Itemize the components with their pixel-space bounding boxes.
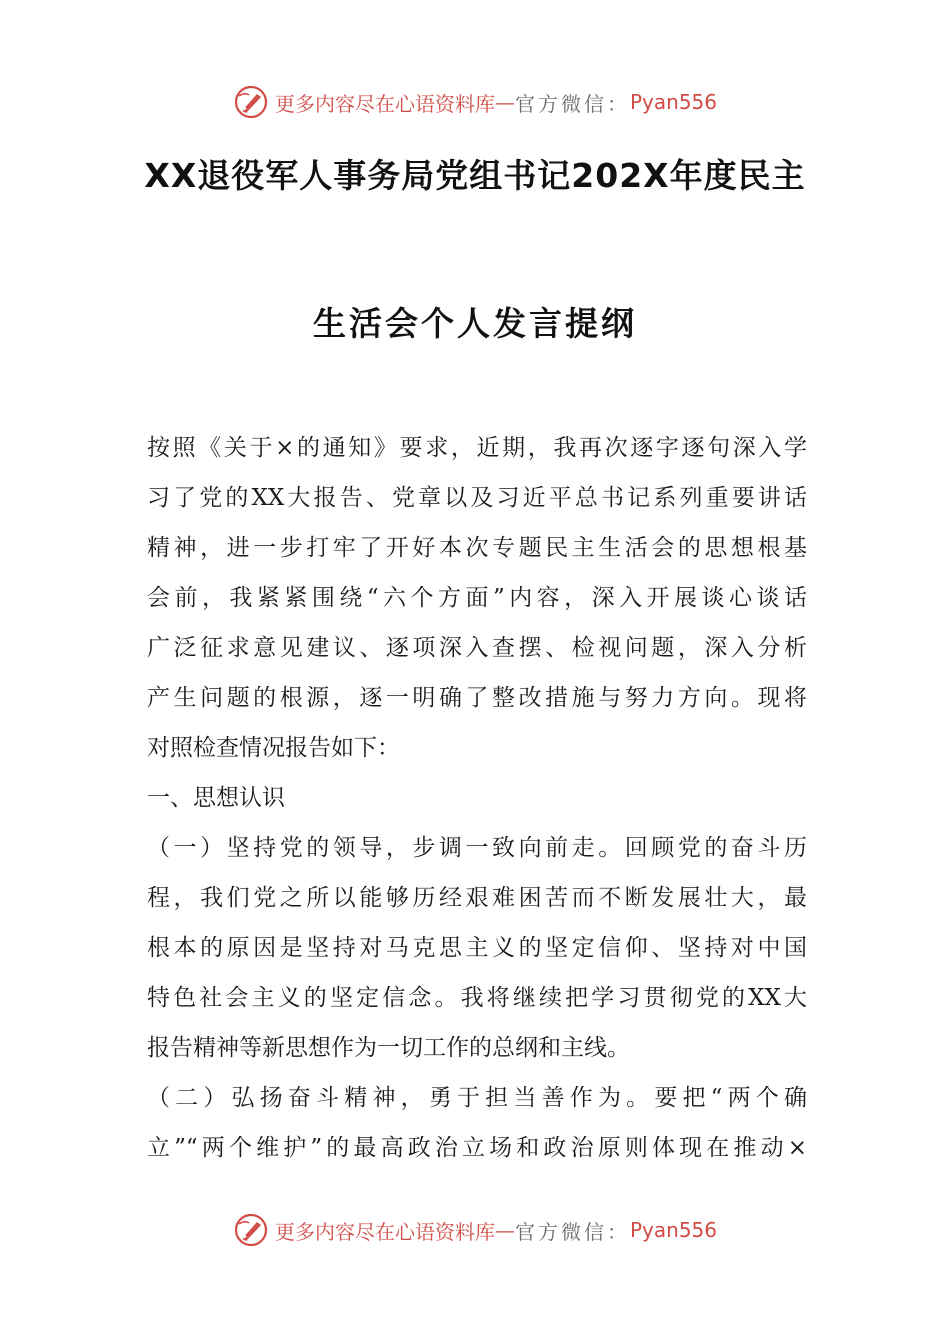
body-line: 产生问题的根源，逐一明确了整改措施与努力方向。现将: [147, 685, 807, 711]
body-line: 会前，我紧紧围绕“六个方面”内容，深入开展谈心谈话: [147, 585, 807, 611]
body-line: 精神，进一步打牢了开好本次专题民主生活会的思想根基: [147, 535, 807, 561]
document-title-line-2: 生活会个人发言提纲: [313, 304, 637, 343]
watermark-brand: 更多内容尽在心语资料库: [274, 91, 495, 116]
body-line: 按照《关于×的通知》要求，近期，我再次逐字逐句深入学: [147, 435, 807, 461]
pen-logo-icon: [233, 1212, 269, 1248]
pen-logo-icon: [233, 84, 269, 120]
body-line: （二）弘扬奋斗精神，勇于担当善作为。要把“两个确: [147, 1085, 807, 1111]
body-line: 立”“两个维护”的最高政治立场和政治原则体现在推动×: [147, 1135, 807, 1161]
watermark-brand: 更多内容尽在心语资料库: [274, 1219, 495, 1244]
watermark-separator: —: [494, 90, 515, 114]
watermark-separator: —: [494, 1218, 515, 1242]
body-line: 根本的原因是坚持对马克思主义的坚定信仰、坚持对中国: [147, 935, 807, 961]
body-line: 报告精神等新思想作为一切工作的总纲和主线。: [147, 1035, 630, 1061]
body-line: 习了党的XX大报告、党章以及习近平总书记系列重要讲话: [147, 485, 807, 511]
watermark-wechat-id: Pyan556: [629, 90, 717, 114]
body-line: （一）坚持党的领导，步调一致向前走。回顾党的奋斗历: [147, 835, 807, 861]
body-line: 广泛征求意见建议、逐项深入查摆、检视问题，深入分析: [147, 635, 807, 661]
body-line: 对照检查情况报告如下：: [147, 735, 400, 761]
document-body: [147, 426, 807, 1176]
section-heading: 一、思想认识: [147, 785, 285, 811]
body-line: 程，我们党之所以能够历经艰难困苦而不断发展壮大，最: [147, 885, 807, 911]
watermark-header: [0, 82, 950, 122]
watermark-official: 官方微信：: [514, 1219, 630, 1244]
watermark-footer: [0, 1210, 950, 1250]
document-title-line-1: XX退役军人事务局党组书记202X年度民主: [144, 156, 806, 195]
watermark-official: 官方微信：: [514, 91, 630, 116]
watermark-wechat-id: Pyan556: [629, 1218, 717, 1242]
body-line: 特色社会主义的坚定信念。我将继续把学习贯彻党的XX大: [147, 985, 807, 1011]
